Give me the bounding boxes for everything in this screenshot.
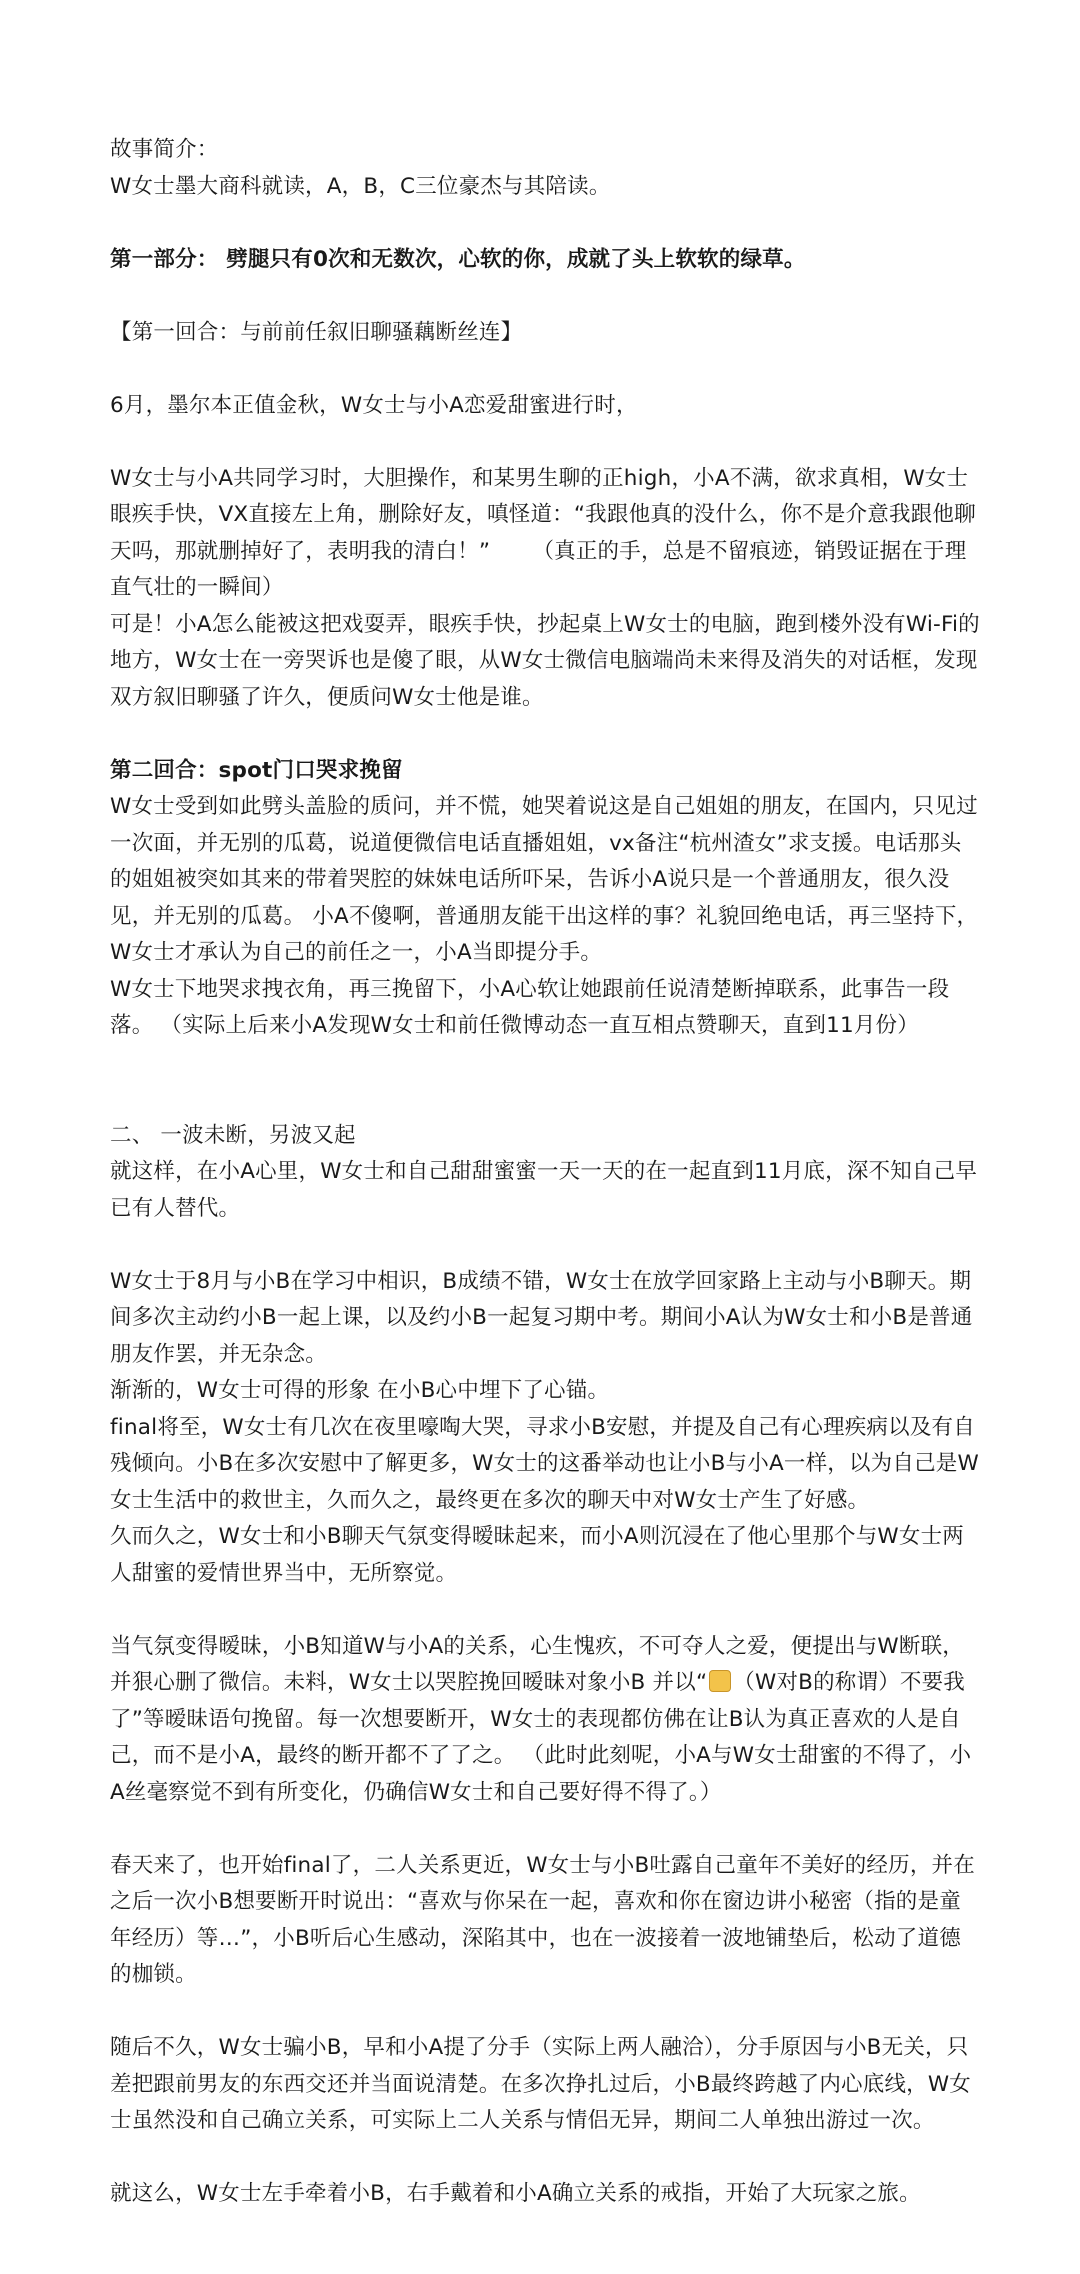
part1-heading: 第一部分： 劈腿只有0次和无数次，心软的你，成就了头上软软的绿草。 — [110, 246, 806, 272]
paragraph-ambiguous-before: 当气氛变得暧昧，小B知道W与小A的关系，心生愧疚，不可夺人之爱，便提出与W断联，并狠心删了微信。未料，W女士以哭腔挽回暧昧对象小B 并以“ — [110, 1633, 964, 1695]
paragraph-facing: W女士受到如此劈头盖脸的质问，并不慌，她哭着说这是自己姐姐的朋友，在国内，只见过一次面，并无别的瓜葛，说道便微信电话直播姐姐，vx备注“杭州渣女”求支援。电话那头的姐姐被突如其来的带着哭腔的妹妹电话所吓呆，告诉小A说只是一个普通朋友，很久没见，并无别的瓜葛。 小A不傻啊，普通朋友能干出这样的事？礼貌回绝电话，再三坚持下，W女士才承认为自己的前任之一，小A当即提分手。 — [110, 794, 979, 965]
spacer — [110, 1994, 980, 2031]
hand-emoji-icon — [709, 1670, 731, 1692]
paragraph-june: 6月，墨尔本正值金秋，W女士与小A恋爱甜蜜进行时， — [110, 392, 638, 418]
document-body — [110, 132, 980, 2213]
round1-heading: 【第一回合：与前前任叙旧聊骚藕断丝连】 — [110, 319, 523, 345]
paragraph-end: 就这么，W女士左手牵着小B，右手戴着和小A确立关系的戒指，开始了大玩家之旅。 — [110, 2181, 921, 2206]
paragraph-thus: 就这样，在小A心里，W女士和自己甜甜蜜蜜一天一天的在一起直到11月底，深不知自己早已有人替代。 — [110, 1159, 978, 1221]
spacer — [110, 278, 980, 315]
spacer — [110, 2140, 980, 2177]
paragraph-spring: 春天来了，也开始final了，二人关系更近，W女士与小B吐露自己童年不美好的经历，并在之后一次小B想要断开时说出：“喜欢与你呆在一起，喜欢和你在窗边讲小秘密（指的是童年经历）等…”，小B听后心生感动，深陷其中，也在一波接着一波地铺垫后，松动了道德的枷锁。 — [110, 1852, 975, 1987]
paragraph-ambiguous — [110, 1629, 980, 1812]
round2-heading: 第二回合：spot门口哭求挽留 — [110, 757, 403, 783]
spacer — [110, 1592, 980, 1629]
spacer — [110, 1045, 980, 1118]
paragraph-study: W女士与小A共同学习时，大胆操作，和某男生聊的正high，小A不满，欲求真相，W女士眼疾手快，VX直接左上角，删除好友，嗔怪道：“我跟他真的没什么，你不是介意我跟他聊天吗，那就删掉好了，表明我的清白！” （真正的手，总是不留痕迹，销毁证据在于理直气壮的一瞬间） — [110, 465, 976, 600]
intro-text: W女士墨大商科就读，A，B，C三位豪杰与其陪读。 — [110, 173, 611, 199]
paragraph-aug: W女士于8月与小B在学习中相识，B成绩不错，W女士在放学回家路上主动与小B聊天。期间多次主动约小B一起上课，以及约小B一起复习期中考。期间小A认为W女士和小B是普通朋友作罢，并无杂念。 — [110, 1268, 973, 1367]
spacer — [110, 205, 980, 242]
paragraph-kneel: W女士下地哭求拽衣角，再三挽留下，小A心软让她跟前任说清楚断掉联系，此事告一段落。 （实际上后来小A发现W女士和前任微博动态一直互相点赞聊天，直到11月份） — [110, 976, 950, 1038]
spacer — [110, 351, 980, 388]
paragraph-but: 可是！小A怎么能被这把戏耍弄，眼疾手快，抄起桌上W女士的电脑，跑到楼外没有Wi-Fi的地方，W女士在一旁哭诉也是傻了眼，从W女士微信电脑端尚未来得及消失的对话框，发现双方叙旧聊骚了许久，便质问W女士他是谁。 — [110, 611, 980, 710]
spacer — [110, 1811, 980, 1848]
paragraph-longtime: 久而久之，W女士和小B聊天气氛变得暧昧起来，而小A则沉浸在了他心里那个与W女士两人甜蜜的爱情世界当中，无所察觉。 — [110, 1524, 964, 1586]
paragraph-ambiguous-after: （W对B的称谓）不要我了”等暧昧语句挽留。每一次想要断开，W女士的表现都仿佛在让B认为真正喜欢的人是自己，而不是小A，最终的断开都不了了之。 （此时此刻呢，小A与W女士甜蜜的不得了，小A丝毫察觉不到有所变化，仍确信W女士和自己要好得不得了。） — [110, 1670, 972, 1805]
spacer — [110, 716, 980, 753]
paragraph-soon: 随后不久，W女士骗小B，早和小A提了分手（实际上两人融洽），分手原因与小B无关，只差把跟前男友的东西交还并当面说清楚。在多次挣扎过后，小B最终跨越了内心底线，W女士虽然没和自己确立关系，可实际上二人关系与情侣无异，期间二人单独出游过一次。 — [110, 2035, 972, 2133]
spacer — [110, 1227, 980, 1264]
paragraph-gradually: 渐渐的，W女士可得的形象 在小B心中埋下了心锚。 — [110, 1378, 610, 1403]
intro-label: 故事简介： — [110, 137, 219, 162]
section2-heading: 二、 一波未断，另波又起 — [110, 1122, 356, 1148]
spacer — [110, 424, 980, 461]
paragraph-final: final将至，W女士有几次在夜里嚎啕大哭，寻求小B安慰，并提及自己有心理疾病以及有自残倾向。小B在多次安慰中了解更多，W女士的这番举动也让小B与小A一样，以为自己是W女士生活中的救世主，久而久之，最终更在多次的聊天中对W女士产生了好感。 — [110, 1414, 979, 1513]
